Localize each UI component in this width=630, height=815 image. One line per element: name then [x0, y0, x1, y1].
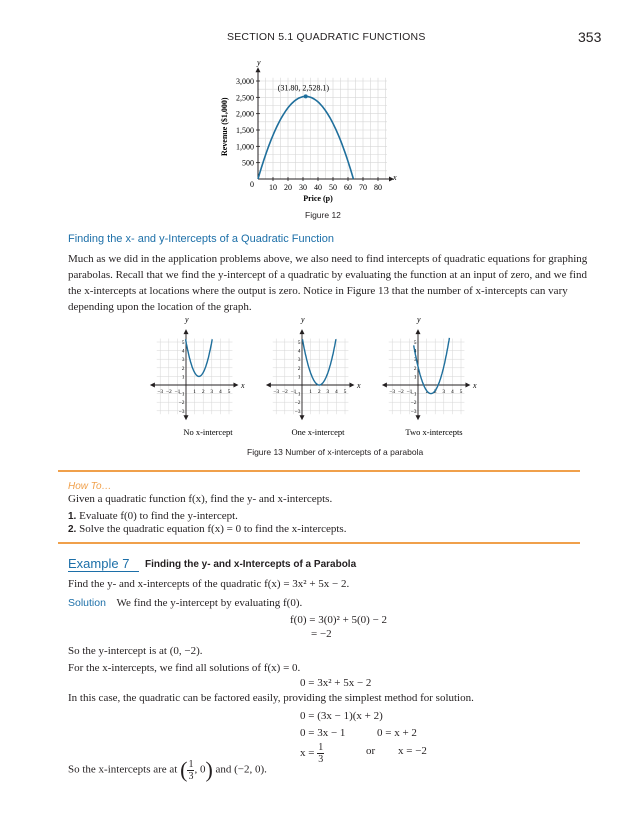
y-tick-label: 1,500 — [236, 126, 254, 135]
parabola-curve — [186, 339, 213, 376]
final-answer-text: So the x-intercepts are at — [68, 763, 178, 776]
y-tick-label: 5 — [181, 340, 185, 346]
or-word: or — [366, 745, 376, 757]
x-axis-arrow-left — [150, 383, 155, 388]
how-to-step — [68, 523, 346, 535]
intro-line: depending upon the location of the graph. — [68, 301, 252, 313]
y-tick-label: 4 — [181, 348, 185, 355]
step-text: Solve the quadratic equation f(x) = 0 to find the x-intercepts. — [79, 523, 347, 535]
y-tick-label: 5 — [297, 340, 301, 346]
y-tick-label: 3 — [297, 357, 301, 364]
step-number: 1. — [68, 511, 77, 522]
x-tick-label: 1 — [425, 389, 428, 395]
graph-label: No x-intercept — [183, 427, 233, 437]
yintercept-text: So the y-intercept is at (0, −2). — [68, 645, 203, 657]
y-tick-label: 5 — [413, 340, 417, 346]
solution-text: We find the y-intercept by evaluating f(0). — [116, 597, 303, 609]
x-tick-label: 40 — [314, 183, 322, 192]
y-axis-letter: y — [301, 315, 305, 325]
x-axis-arrow-right — [233, 383, 238, 388]
y-axis-arrow — [256, 67, 261, 72]
figure-13-graphs — [150, 312, 495, 440]
x-axis-letter: x — [473, 381, 477, 390]
y-tick-label: −3 — [410, 408, 417, 415]
x-tick-label: −3 — [157, 389, 164, 395]
intro-line: the x-intercepts at locations where the output is zero. Notice in Figure 13 that the number of x-intercepts can vary — [68, 285, 568, 297]
solution-line — [68, 597, 302, 609]
fraction-one-third — [317, 742, 324, 765]
how-to-box — [58, 470, 580, 544]
graph-label: Two x-intercepts — [405, 427, 463, 437]
y-tick-label: −3 — [178, 408, 185, 415]
y-tick-label: 3 — [413, 357, 417, 364]
y-tick-label: −2 — [178, 400, 185, 407]
y-tick-label: 2 — [413, 365, 417, 372]
x-tick-label: 80 — [374, 183, 382, 192]
x-tick-label: 4 — [451, 389, 454, 395]
y-tick-label: 3,000 — [236, 77, 254, 86]
fraction-denominator: 3 — [318, 754, 324, 765]
y-tick-label: −1 — [294, 391, 301, 398]
x-tick-label: −1 — [174, 389, 181, 395]
y-axis-arrow-up — [184, 329, 189, 334]
x-tick-label: 2 — [433, 389, 437, 395]
y-axis-arrow-down — [300, 415, 305, 420]
page-number: 353 — [578, 29, 602, 45]
x-tick-label: 4 — [335, 389, 338, 395]
x-tick-label: 3 — [326, 389, 330, 395]
y-tick-label: 1,000 — [236, 142, 254, 152]
point-y: , 0 — [194, 763, 206, 776]
y-axis-arrow-down — [416, 415, 421, 420]
x-axis-title: Price (p) — [303, 194, 333, 203]
x-tick-label: −2 — [281, 389, 288, 395]
xintercept-text: For the x-intercepts, we find all solutions of f(x) = 0. — [68, 662, 301, 674]
y-tick-label: 4 — [413, 348, 417, 355]
x-tick-label: −2 — [397, 389, 404, 395]
step-text: Evaluate f(0) to find the y-intercept. — [79, 510, 238, 522]
y-tick-label: −2 — [294, 400, 301, 407]
figure-12-caption: Figure 12 — [305, 210, 341, 220]
x-axis-arrow-left — [382, 383, 387, 388]
example-title: Finding the y- and x-Intercepts of a Parabola — [145, 559, 357, 570]
x-axis-arrow-left — [266, 383, 271, 388]
y-tick-label: −2 — [410, 400, 417, 407]
x-tick-label: 60 — [344, 183, 352, 192]
figure-13-caption: Figure 13 Number of x-intercepts of a parabola — [247, 447, 424, 457]
x-tick-label: −3 — [389, 389, 396, 395]
x-axis-letter: x — [393, 173, 397, 182]
x-tick-label: 20 — [284, 183, 292, 192]
vertex-point — [304, 94, 308, 98]
fraction-denominator: 3 — [188, 770, 194, 782]
final-answer-second-point: and (−2, 0). — [215, 763, 267, 776]
origin-label: 0 — [250, 180, 254, 189]
x-axis-letter: x — [357, 381, 361, 390]
graph-one-intercept — [266, 315, 361, 437]
vertex-label: (31.80, 2,528.1) — [277, 83, 330, 93]
y-tick-label: 4 — [297, 348, 301, 355]
equation-f0: f(0) = 3(0)² + 5(0) − 2 — [290, 614, 388, 626]
revenue-curve — [258, 96, 353, 179]
example-label: Example 7 — [68, 556, 139, 572]
graph-no-intercept — [150, 315, 245, 437]
y-tick-label: 2,000 — [236, 109, 254, 119]
y-axis-arrow-up — [300, 329, 305, 334]
intro-line: parabolas. Recall that we find the y-intercept of a quadratic by evaluating the function at an input of zero, and we find — [68, 269, 587, 281]
right-paren: ) — [205, 757, 213, 782]
x-axis-arrow-right — [465, 383, 470, 388]
y-tick-label: −3 — [294, 408, 301, 415]
equation-solution-2: x = −2 — [398, 745, 427, 757]
x-tick-label: −2 — [165, 389, 172, 395]
y-tick-label: 1 — [181, 374, 185, 381]
x-axis-letter: x — [241, 381, 245, 390]
x-tick-label: 5 — [459, 389, 463, 395]
y-axis-letter: y — [417, 315, 421, 325]
solution-label: Solution — [68, 597, 106, 609]
section-heading: Finding the x- and y-Intercepts of a Quadratic Function — [68, 233, 334, 245]
how-to-step — [68, 510, 238, 522]
x-tick-label: 5 — [343, 389, 347, 395]
how-to-prompt: Given a quadratic function f(x), find the y- and x-intercepts. — [68, 493, 333, 505]
y-tick-label: 3 — [181, 357, 185, 364]
factor-text: In this case, the quadratic can be factored easily, providing the simplest method for solution. — [68, 692, 474, 704]
graph-two-intercepts — [382, 315, 477, 437]
equation-factor2: 0 = x + 2 — [377, 727, 417, 739]
how-to-label: How To… — [68, 481, 112, 492]
y-tick-label: 2,500 — [236, 93, 254, 103]
x-tick-label: −3 — [273, 389, 280, 395]
running-header: SECTION 5.1 QUADRATIC FUNCTIONS — [227, 31, 426, 43]
fraction-numerator: 1 — [188, 758, 194, 770]
step-number: 2. — [68, 524, 77, 535]
fraction-numerator: 1 — [318, 742, 324, 753]
x-tick-label: 1 — [193, 389, 196, 395]
x-tick-label: 2 — [317, 389, 321, 395]
left-paren: ( — [180, 757, 188, 782]
x-tick-label: 5 — [227, 389, 231, 395]
y-tick-label: 2 — [297, 365, 301, 372]
equation-f0-result: = −2 — [311, 628, 332, 640]
x-axis-arrow-right — [349, 383, 354, 388]
graph-label: One x-intercept — [291, 427, 345, 437]
y-tick-label: 2 — [181, 365, 185, 372]
x-tick-label: 4 — [219, 389, 222, 395]
equation-factored: 0 = (3x − 1)(x + 2) — [300, 710, 383, 722]
solution-x-equals: x = — [300, 747, 315, 760]
y-tick-label: 1 — [413, 374, 417, 381]
y-axis-title: Revenue ($1,000) — [220, 97, 229, 157]
x-tick-label: 2 — [201, 389, 205, 395]
y-axis-letter: y — [185, 315, 189, 325]
example-problem: Find the y- and x-intercepts of the quadratic f(x) = 3x² + 5x − 2. — [68, 578, 350, 590]
intro-line: Much as we did in the application problems above, we also need to find intercepts of quadratic equations for graphing — [68, 253, 588, 265]
y-axis-arrow-up — [416, 329, 421, 334]
y-tick-label: −1 — [178, 391, 185, 398]
x-tick-label: −1 — [406, 389, 413, 395]
x-tick-label: 50 — [329, 183, 337, 192]
equation-factor1: 0 = 3x − 1 — [300, 727, 346, 739]
y-tick-label: −1 — [410, 391, 417, 398]
final-answer — [68, 757, 267, 783]
y-axis-letter: y — [257, 58, 261, 68]
y-tick-label: 1 — [297, 374, 301, 381]
equation-solution-1 — [300, 742, 324, 765]
equation-quadratic: 0 = 3x² + 5x − 2 — [300, 677, 372, 689]
intro-paragraph — [68, 251, 592, 315]
figure-12-chart — [215, 58, 405, 210]
x-tick-label: 3 — [442, 389, 446, 395]
y-axis-arrow-down — [184, 415, 189, 420]
y-tick-label: 500 — [242, 158, 254, 168]
x-tick-label: 10 — [269, 183, 277, 192]
x-tick-label: 70 — [359, 183, 367, 192]
x-tick-label: 1 — [309, 389, 312, 395]
x-tick-label: −1 — [290, 389, 297, 395]
x-tick-label: 30 — [299, 183, 307, 192]
x-tick-label: 3 — [210, 389, 214, 395]
